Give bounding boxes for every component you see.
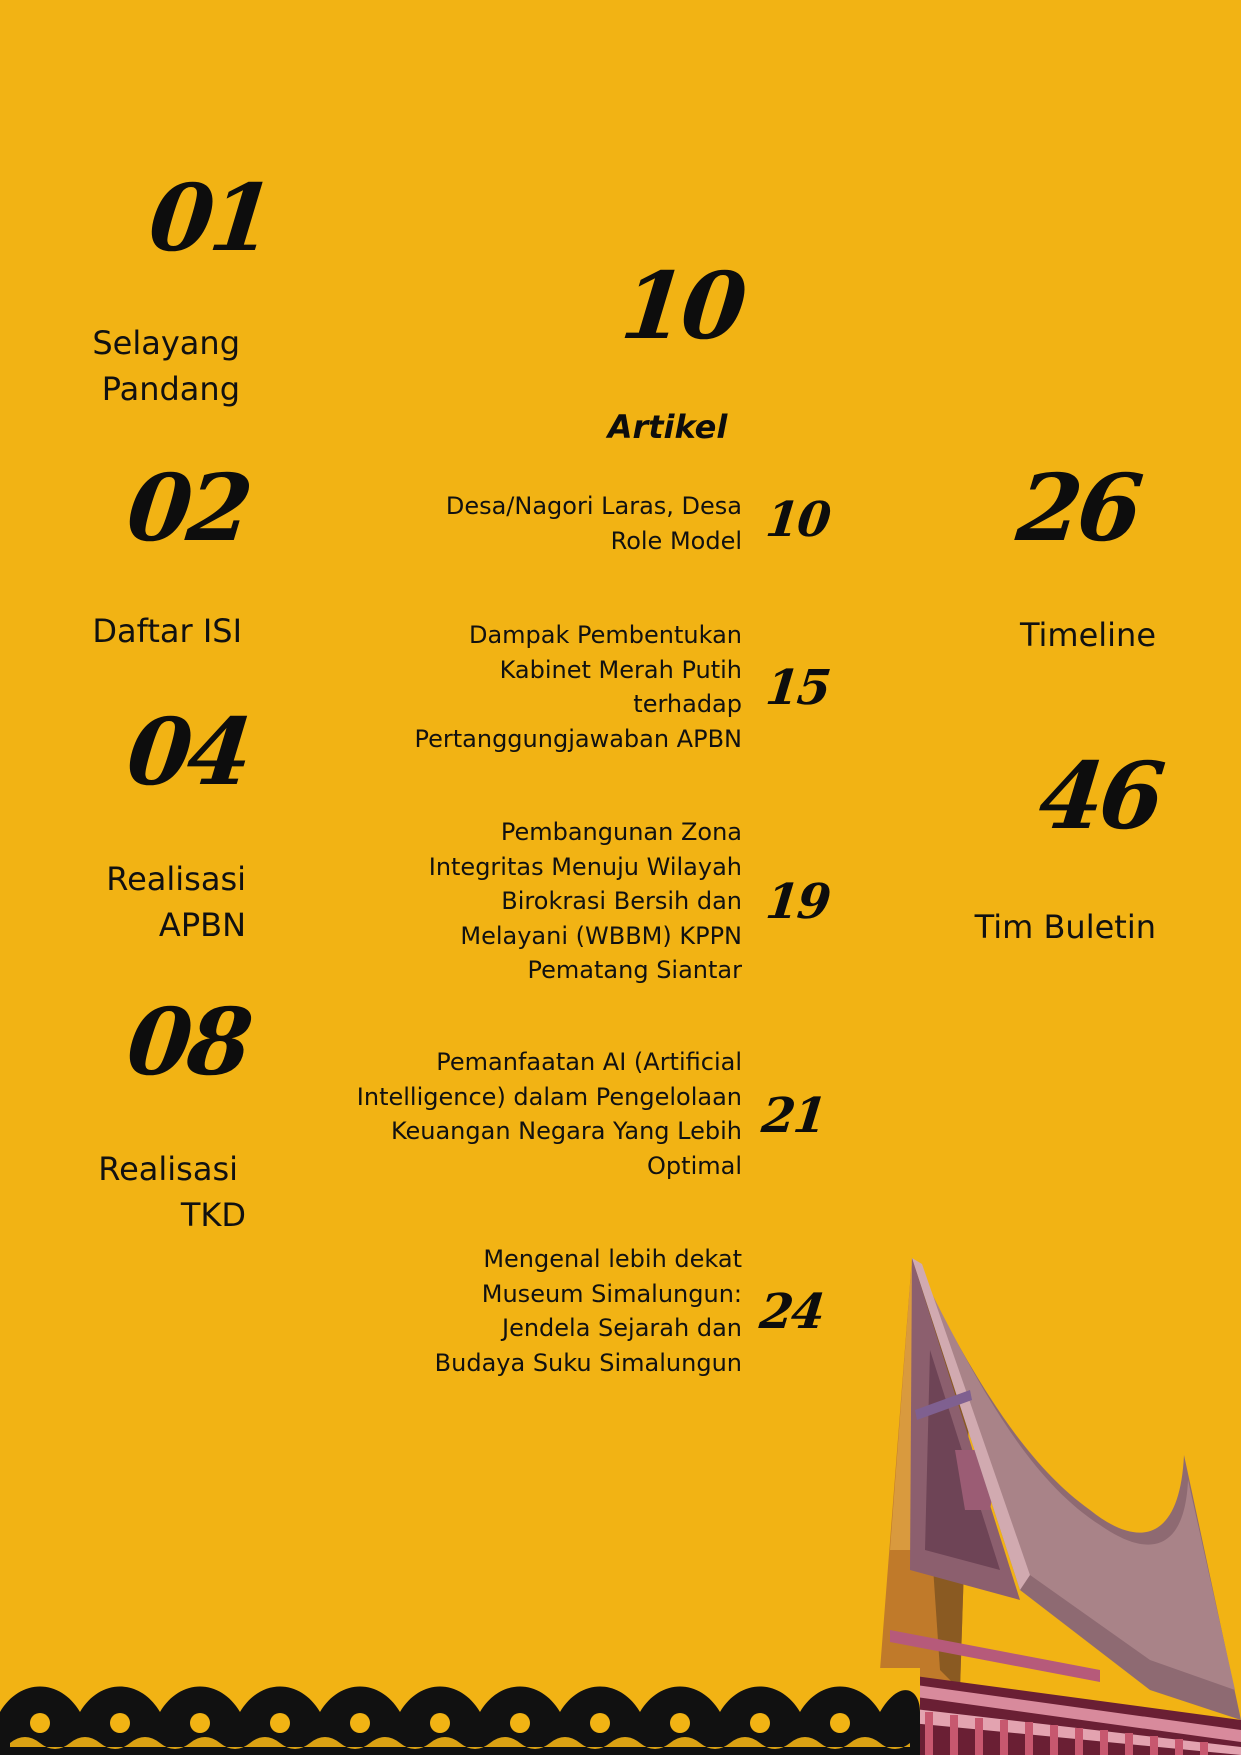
section-number-tim-buletin: 46 xyxy=(1034,742,1166,850)
article-page-2: 15 xyxy=(763,660,832,716)
section-number-realisasi-tkd: 08 xyxy=(122,988,254,1096)
article-item-2[interactable]: Dampak Pembentukan Kabinet Merah Putih terhadap Pertanggungjawaban APBN xyxy=(414,621,742,753)
section-title-artikel: Artikel xyxy=(607,408,728,446)
section-label-daftar-isi[interactable]: Daftar ISI xyxy=(92,612,242,650)
section-label-realisasi-tkd[interactable]: Realisasi TKD xyxy=(98,1150,246,1234)
section-label-tim-buletin[interactable]: Tim Buletin xyxy=(974,908,1156,946)
section-number-realisasi-apbn: 04 xyxy=(122,698,254,806)
article-page-3: 19 xyxy=(763,874,832,930)
article-item-4[interactable]: Pemanfaatan AI (Artificial Intelligence) dalam Pengelolaan Keuangan Negara Yang Lebih Optimal xyxy=(356,1048,742,1180)
section-label-realisasi-apbn[interactable]: Realisasi APBN xyxy=(106,860,246,944)
section-number-timeline: 26 xyxy=(1012,454,1144,562)
section-number-daftar-isi: 02 xyxy=(122,454,254,562)
section-label-timeline[interactable]: Timeline xyxy=(1019,616,1156,654)
article-item-1[interactable]: Desa/Nagori Laras, Desa Role Model xyxy=(445,492,742,555)
article-page-5: 24 xyxy=(757,1284,826,1340)
article-page-1: 10 xyxy=(763,492,832,548)
article-item-5[interactable]: Mengenal lebih dekat Museum Simalungun: Jendela Sejarah dan Budaya Suku Simalungun xyxy=(434,1245,742,1377)
article-item-3[interactable]: Pembangunan Zona Integritas Menuju Wilayah Birokrasi Bersih dan Melayani (WBBM) KPPN Pematang Siantar xyxy=(428,818,742,984)
article-page-4: 21 xyxy=(759,1088,828,1144)
batak-ornament-border-icon xyxy=(0,1668,920,1755)
section-number-artikel: 10 xyxy=(616,252,748,360)
section-label-selayang[interactable]: Selayang Pandang xyxy=(92,324,240,408)
section-number-selayang: 01 xyxy=(144,164,276,272)
